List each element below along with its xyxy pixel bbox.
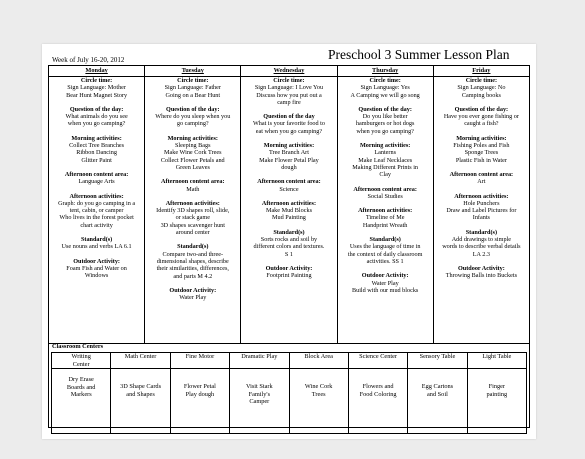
section-label: Circle time: <box>273 77 305 84</box>
section-text: and parts M 4.2 <box>173 272 213 280</box>
section-label: Afternoon content area: <box>257 178 321 186</box>
section-text: Windows <box>84 272 109 280</box>
block-spacer <box>436 222 527 229</box>
day-header-wednesday: Wednesday <box>241 66 337 77</box>
block-spacer <box>51 99 142 106</box>
section-text: dimensional shapes, describe <box>156 257 229 265</box>
section-text: Camping books <box>461 91 501 99</box>
center-item: and Shapes <box>126 390 155 398</box>
section-text: dough <box>281 163 297 171</box>
section-label: Circle time: <box>369 77 401 84</box>
section-text: the context of daily classroom <box>347 250 423 258</box>
section-text: Collect Flower Petals and <box>160 156 225 164</box>
section-text: Footprint Painting <box>266 272 312 280</box>
block-spacer <box>147 280 238 287</box>
section-text: Clay <box>379 171 391 179</box>
section-text: chart activity <box>80 221 113 229</box>
block-spacer <box>409 369 465 376</box>
section-text: Use nouns and verbs LA 6.1 <box>61 243 132 251</box>
block-spacer <box>436 99 527 106</box>
center-header-light-table <box>467 353 526 369</box>
classroom-centers-section <box>48 343 530 428</box>
section-text: Throwing Balls into Buckets <box>445 272 518 280</box>
block-spacer <box>340 265 431 272</box>
day-header-thursday: Thursday <box>337 66 433 77</box>
section-text: Sign Language: Father <box>164 84 221 92</box>
section-label: Circle time: <box>465 77 498 84</box>
section-text: hamburgers or hot dogs <box>355 120 415 128</box>
section-label: Circle time: <box>80 77 113 84</box>
day-column-wednesday <box>241 77 337 344</box>
section-label: Standard(s) <box>465 228 498 236</box>
section-label: Morning activities: <box>263 142 315 150</box>
section-label: Afternoon activities: <box>165 199 220 207</box>
center-name: Center <box>72 360 90 368</box>
section-text: Add drawings to simple <box>451 236 512 244</box>
section-text: camp fire <box>277 98 301 106</box>
section-text: Where do you sleep when you <box>155 113 231 121</box>
classroom-centers-table <box>51 352 527 434</box>
section-text: Compare two-and three- <box>162 250 224 258</box>
center-name: Dramatic Play <box>241 353 278 360</box>
block-spacer <box>51 229 142 236</box>
center-header-block-area <box>289 353 348 369</box>
section-text: Build with our mud blocks <box>351 286 419 294</box>
block-spacer <box>147 128 238 135</box>
section-label: Afternoon content area: <box>449 170 514 178</box>
section-text: go camping? <box>176 120 209 128</box>
section-label: Question of the day <box>263 113 315 121</box>
center-item: and Soil <box>427 390 448 398</box>
center-item: Flower Petal <box>183 383 216 390</box>
section-label: Question of the day: <box>454 105 509 113</box>
center-name: Science Center <box>359 353 398 360</box>
section-text: Infants <box>472 214 490 222</box>
day-column-friday <box>433 77 529 344</box>
day-column-thursday <box>337 77 433 344</box>
section-text: Plastic Fish in Water <box>455 156 507 164</box>
center-items-light-table <box>467 369 526 434</box>
center-item: Markers <box>70 391 92 398</box>
section-text: their similarities, differences, <box>156 265 229 273</box>
block-spacer <box>436 258 527 265</box>
section-label: Outdoor Activity: <box>265 264 313 272</box>
section-text: Sleeping Bags <box>174 142 211 150</box>
section-label: Afternoon content area: <box>161 178 225 186</box>
section-label: Afternoon activities: <box>261 199 317 207</box>
section-text: Sign Language: Mother <box>67 84 126 92</box>
section-label: Morning activities: <box>456 134 507 142</box>
section-text: Who lives in the forest pocket <box>59 214 134 222</box>
center-item: Visit Stark <box>245 383 273 390</box>
block-spacer <box>51 128 142 135</box>
center-header-writing-center <box>52 353 111 369</box>
center-name: Math Center <box>124 353 157 360</box>
section-text: Handprint Wreath <box>362 221 408 229</box>
center-header-row <box>52 353 527 369</box>
center-name: Light Table <box>482 353 512 360</box>
section-text: Green Leaves <box>175 163 210 171</box>
section-text: Sign Language: Yes <box>360 84 410 92</box>
section-text: Water Play <box>371 279 399 287</box>
section-text: Glitter Paint <box>81 156 112 164</box>
block-spacer <box>350 376 406 383</box>
section-text: activities. SS 1 <box>366 257 404 265</box>
section-text: Hole Punchers <box>463 199 500 207</box>
block-spacer <box>243 106 334 113</box>
page-title: Preschool 3 Summer Lesson Plan <box>328 47 510 62</box>
section-text: Mud Painting <box>272 214 306 222</box>
center-items-math-center <box>111 369 170 434</box>
block-spacer <box>243 135 334 142</box>
section-text: Have you ever gone fishing or <box>443 113 519 121</box>
block-spacer <box>469 376 525 383</box>
section-text: caught a fish? <box>464 120 499 128</box>
center-items-fine-motor <box>170 369 229 434</box>
section-label: Question of the day: <box>69 105 124 113</box>
classroom-centers-label: Classroom Centers <box>52 343 104 350</box>
weekly-schedule-table <box>48 65 530 344</box>
lesson-plan-page <box>42 44 536 439</box>
section-text: Discuss how you put out a <box>256 91 322 99</box>
center-name: Fine Motor <box>185 353 215 360</box>
section-text: Uses the language of time in <box>349 243 421 251</box>
section-label: Outdoor Activity: <box>457 264 505 272</box>
block-spacer <box>51 186 142 193</box>
center-item: Play dough <box>185 390 215 398</box>
section-text: Math <box>186 185 200 193</box>
block-spacer <box>340 179 431 186</box>
center-content-row <box>52 369 527 434</box>
section-text: Language Arts <box>78 178 115 186</box>
section-text: when you go camping? <box>67 120 126 128</box>
section-text: Fishing Poles and Fish <box>453 142 510 150</box>
section-text: tent, cabin, or camper <box>69 207 124 215</box>
section-text: when you go camping? <box>356 127 414 135</box>
section-label: Standard(s) <box>369 236 401 244</box>
section-label: Afternoon activities: <box>69 192 124 200</box>
section-text: Make Leaf Necklaces <box>358 156 413 164</box>
section-text: words to describe verbal details <box>442 243 521 251</box>
section-label: Morning activities: <box>167 134 218 142</box>
section-label: Outdoor Activity: <box>73 257 120 265</box>
section-text: 3D shapes scavenger hunt <box>160 221 225 229</box>
center-item: Finger <box>488 383 506 390</box>
block-spacer <box>340 200 431 207</box>
block-spacer <box>340 229 431 236</box>
block-spacer <box>350 369 406 376</box>
center-name: Sensory Table <box>419 353 456 360</box>
section-text: Graph: do you go camping in a <box>58 199 136 207</box>
block-spacer <box>243 222 334 229</box>
day-header-monday: Monday <box>49 66 145 77</box>
block-spacer <box>409 376 465 383</box>
block-spacer <box>112 369 168 376</box>
center-items-dramatic-play <box>230 369 289 434</box>
section-text: Collect Tree Branches <box>69 142 125 150</box>
section-text: Bear Hunt Magnet Story <box>66 91 128 99</box>
block-spacer <box>147 193 238 200</box>
section-text: Timeline of Me <box>365 214 405 222</box>
block-spacer <box>243 258 334 265</box>
day-content-row <box>49 77 530 344</box>
center-header-math-center <box>111 353 170 369</box>
section-text: or stack game <box>175 214 210 222</box>
block-spacer <box>291 376 347 383</box>
section-text: different colors and textures. <box>253 243 325 251</box>
section-text: Making Different Prints in <box>352 163 419 171</box>
center-item: painting <box>486 390 508 398</box>
section-label: Standard(s) <box>177 243 209 251</box>
section-text: LA 2.3 <box>472 250 490 258</box>
block-spacer <box>172 369 228 376</box>
block-spacer <box>53 369 109 376</box>
section-label: Outdoor Activity: <box>361 272 409 280</box>
week-label: Week of July 16-20, 2012 <box>52 56 125 64</box>
block-spacer <box>340 135 431 142</box>
center-item: Wine Cork <box>304 383 333 390</box>
center-item: Food Coloring <box>359 390 397 398</box>
section-text: Do you like better <box>362 113 408 121</box>
block-spacer <box>243 171 334 178</box>
block-spacer <box>436 164 527 171</box>
section-text: Science <box>279 185 299 193</box>
center-name: Writing <box>71 353 91 360</box>
section-text: Make Flower Petal Play <box>259 156 319 164</box>
section-text: Art <box>477 178 486 186</box>
section-label: Afternoon content area: <box>64 170 129 178</box>
section-text: Water Play <box>179 294 207 302</box>
center-items-science-center <box>348 369 407 434</box>
section-label: Outdoor Activity: <box>169 286 217 294</box>
section-label: Circle time: <box>177 77 209 84</box>
center-header-science-center <box>348 353 407 369</box>
section-text: Foam Fish and Water on <box>66 264 127 272</box>
block-spacer <box>112 376 168 383</box>
center-name: Block Area <box>304 353 333 360</box>
center-item: Dry Erase <box>68 376 94 383</box>
block-spacer <box>436 128 527 135</box>
center-item: 3D Shape Cards <box>120 383 162 390</box>
section-label: Morning activities: <box>71 134 122 142</box>
section-label: Standard(s) <box>80 236 113 244</box>
block-spacer <box>51 164 142 171</box>
block-spacer <box>469 369 525 376</box>
day-header-tuesday: Tuesday <box>145 66 241 77</box>
section-text: What is your favorite food to <box>252 120 325 128</box>
block-spacer <box>231 369 287 376</box>
day-header-friday: Friday <box>433 66 529 77</box>
block-spacer <box>436 186 527 193</box>
section-text: Make Mud Blocks <box>265 207 312 215</box>
section-text: Social Studies <box>367 192 403 200</box>
section-text: Sign Language: I Love You <box>254 84 324 92</box>
center-header-dramatic-play <box>230 353 289 369</box>
center-item: Boards and <box>66 383 96 391</box>
section-label: Afternoon activities: <box>358 207 413 215</box>
block-spacer <box>147 99 238 106</box>
section-label: Afternoon activities: <box>454 192 509 200</box>
center-item: Flowers and <box>362 383 394 390</box>
section-text: Sponge Trees <box>464 149 499 157</box>
center-header-sensory-table <box>408 353 467 369</box>
block-spacer <box>147 236 238 243</box>
block-spacer <box>147 171 238 178</box>
center-item: Family's <box>248 390 271 398</box>
center-items-writing-center <box>52 369 111 434</box>
block-spacer <box>231 376 287 383</box>
center-items-block-area <box>289 369 348 434</box>
section-label: Afternoon content area: <box>353 185 417 193</box>
day-header-row <box>49 66 530 77</box>
section-text: Ribbon Dancing <box>76 149 117 157</box>
block-spacer <box>243 193 334 200</box>
section-text: Tree Branch Art <box>268 149 309 157</box>
center-items-sensory-table <box>408 369 467 434</box>
section-label: Standard(s) <box>273 228 305 236</box>
section-text: Identify 3D shapes roll, slide, <box>156 207 230 215</box>
block-spacer <box>172 376 228 383</box>
section-text: Sorts rocks and soil by <box>260 236 318 244</box>
block-spacer <box>51 251 142 258</box>
section-text: Make Wine Cork Trees <box>164 149 222 157</box>
section-text: What animals do you see <box>65 113 128 121</box>
center-header-fine-motor <box>170 353 229 369</box>
section-text: around center <box>175 229 210 237</box>
section-text: eat when you go camping? <box>255 127 323 135</box>
center-item: Egg Cartons <box>421 383 454 390</box>
section-label: Question of the day: <box>166 105 220 113</box>
center-item: Trees <box>311 390 326 398</box>
day-column-tuesday <box>145 77 241 344</box>
day-column-monday <box>49 77 145 344</box>
section-text: Lanterns <box>374 149 396 157</box>
section-label: Question of the day: <box>358 105 412 113</box>
section-text: A Camping we will go song <box>350 91 420 99</box>
section-text: S 1 <box>284 250 294 258</box>
section-label: Morning activities: <box>359 142 411 150</box>
section-text: Sign Language: No <box>457 84 506 92</box>
section-text: Draw and Label Pictures for <box>446 207 517 215</box>
block-spacer <box>291 369 347 376</box>
block-spacer <box>340 99 431 106</box>
section-text: Going on a Bear Hunt <box>165 91 221 99</box>
center-item: Camper <box>249 398 270 405</box>
